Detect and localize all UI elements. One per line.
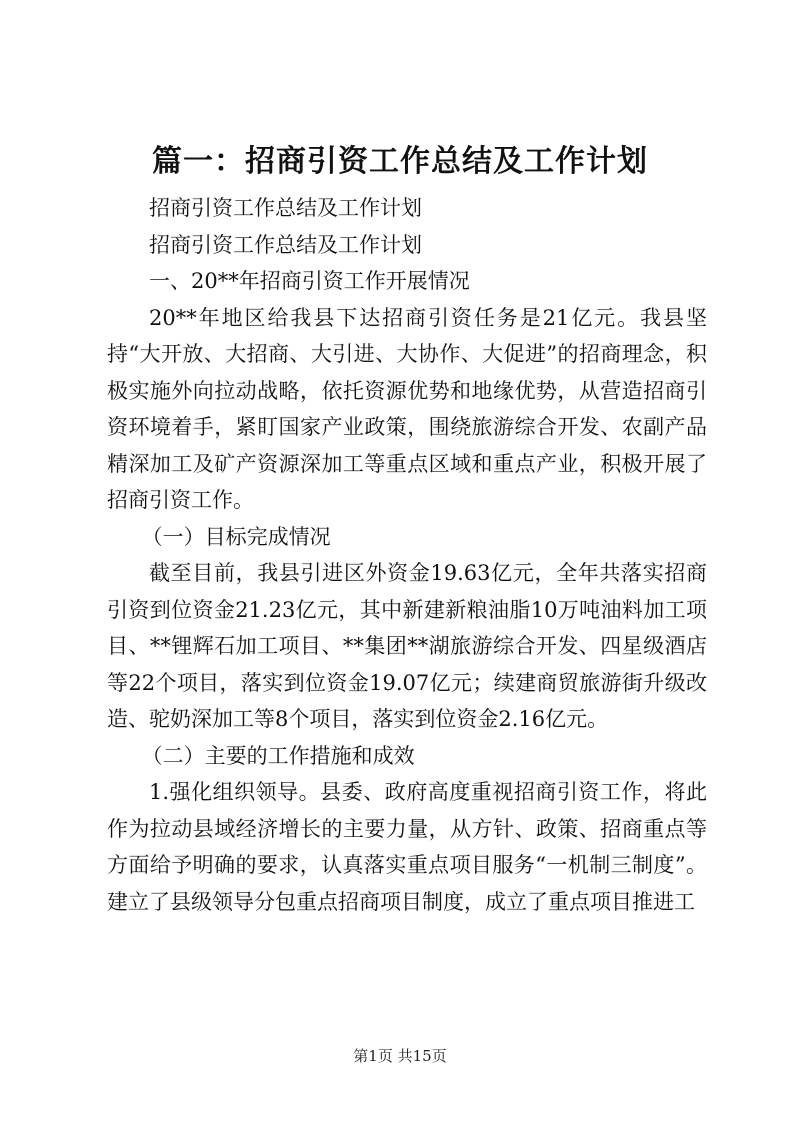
paragraph-organization: 1.强化组织领导。县委、政府高度重视招商引资工作，将此作为拉动县域经济增长的主要力量，从方针、政策、招商重点等方面给予明确的要求，认真落实重点项目服务“一机制三制度”。建立了县级领导分包重点招商项目制度，成立了重点项目推进工 (107, 780, 707, 914)
paragraph-target-completion: 截至目前，我县引进区外资金19.63亿元，全年共落实招商引资到位资金21.23亿元，其中新建新粮油脂10万吨油料加工项目、**锂辉石加工项目、**集团**湖旅游综合开发、四星级酒店等22个项目，落实到位资金19.07亿元；续建商贸旅游街升级改造、驼奶深加工等8个项目，落实到位资金2.16亿元。 (107, 561, 707, 731)
subsection-heading-2: （二）主要的工作措施和成效 (141, 743, 415, 768)
document-title: 篇一：招商引资工作总结及工作计划 (152, 144, 648, 179)
paragraph-subtitle-1: 招商引资工作总结及工作计划 (149, 196, 422, 220)
document-body (107, 190, 707, 920)
page-number-footer: 第1页 共15页 (353, 1047, 447, 1065)
paragraph-subtitle-2: 招商引资工作总结及工作计划 (149, 232, 422, 257)
paragraph-task-overview: 20**年地区给我县下达招商引资任务是21亿元。我县坚持“大开放、大招商、大引进、大协作、大促进”的招商理念，积极实施外向拉动战略，依托资源优势和地缘优势，从营造招商引资环境着手，紧盯国家产业政策，围绕旅游综合开发、农副产品精深加工及矿产资源深加工等重点区域和重点产业，积极开展了招商引资工作。 (107, 305, 707, 512)
subsection-heading-1: （一）目标完成情况 (141, 524, 331, 549)
section-heading-1: 一、20**年招商引资工作开展情况 (149, 269, 470, 293)
